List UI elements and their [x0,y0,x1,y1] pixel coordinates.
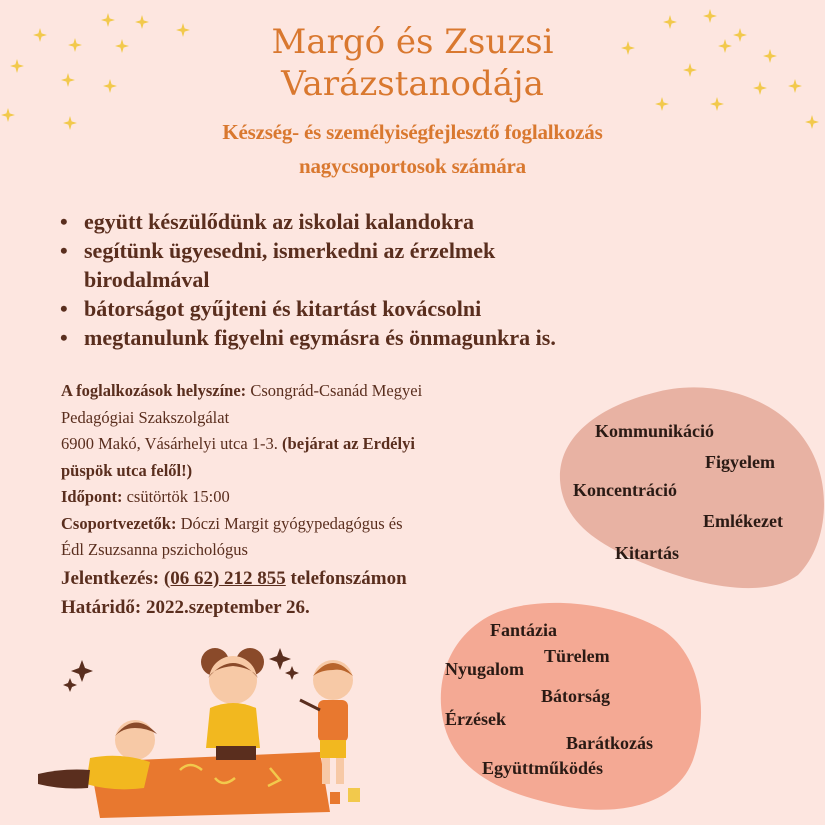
deadline-value: 2022.szeptember 26. [145,596,310,618]
skills-blob [558,385,825,590]
benefit-item [58,236,704,294]
sparkle-icon [63,648,299,692]
subtitle-line-2: nagycsoportosok számára [299,154,526,178]
feeling-word: Érzések [445,709,506,729]
apply-label: Jelentkezés: [61,567,164,589]
benefit-item: • együtt készülődünk az iskolai kalandokra [58,207,704,236]
apply-suffix: telefonszámon [285,567,407,589]
feeling-word: Türelem [544,646,610,666]
feelings-blob [438,600,708,815]
time-label: Időpont: [61,487,123,506]
feeling-word: Barátkozás [566,733,653,753]
feeling-word: Nyugalom [445,659,525,679]
benefit-item: • megtanulunk figyelni egymásra és önmagunkra is. [58,323,704,352]
leaders-value-2: Édl Zsuzsanna pszichológus [61,540,248,559]
subtitle-line-1: Készség- és személyiségfejlesztő foglalkozás [222,120,603,144]
address: 6900 Makó, Vásárhelyi utca 1-3. [61,434,283,453]
time-value: csütörtök 15:00 [122,487,230,506]
skill-word: Figyelem [705,452,775,472]
skill-word: Emlékezet [703,511,783,531]
title-line-1: Margó és Zsuzsi [271,22,554,62]
benefit-text-continued: birodalmával [84,267,210,292]
skill-word: Koncentráció [573,480,677,500]
leaders-label: Csoportvezetők: [61,513,177,533]
deadline-label: Határidő: [61,596,146,618]
skill-word: Kitartás [615,543,679,563]
event-info [61,378,541,622]
girl-figure [201,648,264,760]
location-value-2: Pedagógiai Szakszolgálat [61,407,230,427]
benefit-item: • bátorságot gyűjteni és kitartást kovácsolni [58,294,704,323]
location-value: Csongrád-Csanád Megyei [246,381,423,400]
location-label: A foglalkozások helyszíne: [61,381,247,400]
skill-word: Kommunikáció [595,421,715,441]
benefit-text: segítünk ügyesedni, ismerkedni az érzelmek [84,238,496,263]
leaders-value: Dóczi Margit gyógypedagógus és [176,513,403,533]
feeling-word: Együttműködés [482,758,604,778]
title-line-2: Varázstanodája [281,64,544,104]
phone-link[interactable]: (06 62) 212 855 [163,567,286,589]
children-painting-illustration [30,640,380,820]
feelings-blob-shape [438,600,708,815]
entrance-note-2: püspök utca felől!) [61,460,193,480]
boy-lying-figure [38,720,157,789]
benefit-list [58,207,704,352]
feeling-word: Bátorság [541,686,610,706]
entrance-note: (bejárat az Erdélyi [282,434,415,453]
feeling-word: Fantázia [490,620,557,640]
